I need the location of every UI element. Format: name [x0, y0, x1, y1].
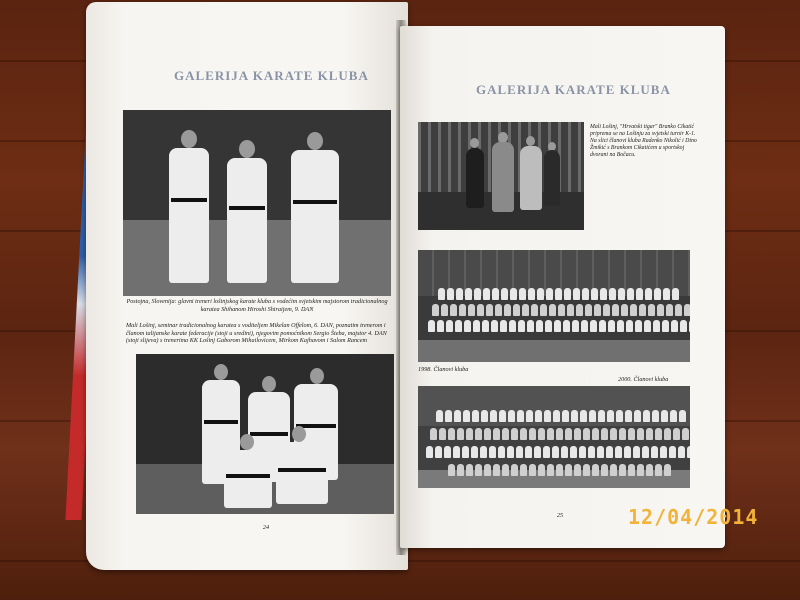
page-number: 25 — [556, 512, 564, 519]
photo-caption: 1998. Članovi kluba — [418, 366, 469, 373]
photo-cikatic — [418, 122, 584, 230]
photo-seminar-group — [136, 354, 394, 514]
page-title: GALERIJA KARATE KLUBA — [174, 68, 369, 83]
photo-caption: Mali Lošinj, seminar tradicionalnog karatea s voditeljem Mikelan Offelom, 6. DAN, poznatim trenerom i članom talijanske karate federacije (stoji u sredini), njegovim pomoćnikom Sergio Šteba, majstor 4. DAN (stoji slijeva) s trenerima KK Lošinj Gaborom Mihailovicem, Mirkom Kajhavom i Salom Rancem — [126, 322, 387, 344]
left-page — [86, 2, 408, 570]
page-number: 24 — [262, 524, 270, 531]
right-page — [400, 26, 725, 548]
photo-three-instructors — [123, 110, 391, 296]
page-title: GALERIJA KARATE KLUBA — [476, 82, 671, 97]
photo-caption: Mali Lošinj, "Hrvatski tigar" Branko Cikatić priprema se na Lošinju za svjetski turnir K-1. Na slici članovi kluba Radenko Nikolić i Dino Žmikić s Brankom Cikatićem u sportskoj dvorani na Bočacu. — [590, 124, 697, 158]
camera-date-stamp: 12/04/2014 — [628, 505, 759, 529]
photo-caption: Postojna, Slovenija: glavni treneri lošinjskog karate kluba s vodećim svjetskim majstorom tradicionalnog karatea Shihanom Hiroshi Shiraijem, 9. DAN — [126, 298, 388, 313]
photo-club-1998 — [418, 250, 690, 362]
photo-club-2000 — [418, 386, 690, 488]
photo-caption: 2000. Članovi kluba — [618, 376, 669, 383]
